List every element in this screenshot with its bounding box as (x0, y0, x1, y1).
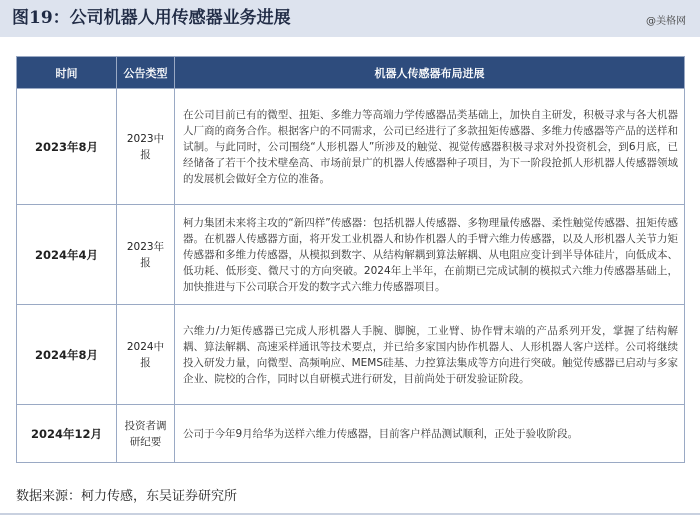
row-content: 在公司目前已有的微型、扭矩、多维力等高端力学传感器品类基础上，加快自主研发，积极寻求与各大机器人厂商的商务合作。根据客户的不同需求，公司已经进行了多款扭矩传感器、多维力传感器等产品的送样和试制。与此同时，公司围绕“人形机器人”所涉及的触觉、视觉传感器积极寻求对外投资机会，到6月底，已经储备了若干个技术壁垒高、市场前景广的机器人传感器种子项目，为下一阶段抢抓人形机器人传感器领域的发展机会做好全方位的准备。 (175, 89, 685, 205)
table-header-row (17, 57, 685, 89)
row-time: 2024年12月 (17, 405, 117, 463)
table-row (17, 205, 685, 305)
row-time: 2024年8月 (17, 305, 117, 405)
row-type: 2023年报 (117, 205, 175, 305)
table-row (17, 89, 685, 205)
row-time: 2023年8月 (17, 89, 117, 205)
header-announcement-type: 公告类型 (117, 57, 175, 89)
header-time: 时间 (17, 57, 117, 89)
footer-divider (0, 513, 700, 515)
figure-title: 图19：公司机器人用传感器业务进展 (0, 0, 700, 37)
row-type: 2024中报 (117, 305, 175, 405)
progress-table (16, 56, 685, 463)
table-row (17, 305, 685, 405)
header-layout-progress: 机器人传感器布局进展 (175, 57, 685, 89)
row-content: 六维力/力矩传感器已完成人形机器人手腕、脚腕，工业臂、协作臂末端的产品系列开发，掌握了结构解耦、算法解耦、高速采样通讯等技术要点，并已给多家国内协作机器人、人形机器人客户送样。公司将继续投入研发力量，向微型、高频响应、MEMS硅基、力控算法集成等方向进行突破。触觉传感器已启动与多家企业、院校的合作，同时以自研模式进行研发，目前尚处于研发验证阶段。 (175, 305, 685, 405)
row-content: 柯力集团未来将主攻的“新四样”传感器：包括机器人传感器、多物理量传感器、柔性触觉传感器、扭矩传感器。在机器人传感器方面，将开发工业机器人和协作机器人的手臂六维力传感器，以及人形机器人关节力矩传感器和多维力传感器，从模拟到数字、从结构解耦到算法解耦、从电阻应变计到半导体硅片，向低成本、低功耗、低形变、微尺寸的方向突破。2024年上半年，在前期已完成试制的模拟式六维力传感器基础上，加快推进与下公司联合开发的数字式六维力传感器项目。 (175, 205, 685, 305)
table-row (17, 405, 685, 463)
row-type: 2023中报 (117, 89, 175, 205)
row-type: 投资者调研纪要 (117, 405, 175, 463)
row-time: 2024年4月 (17, 205, 117, 305)
source-watermark: @美格网 (646, 16, 686, 27)
progress-table-container (16, 56, 684, 463)
row-content: 公司于今年9月给华为送样六维力传感器，目前客户样品测试顺利，正处于验收阶段。 (175, 405, 685, 463)
data-source-note: 数据来源：柯力传感，东吴证券研究所 (16, 489, 238, 504)
